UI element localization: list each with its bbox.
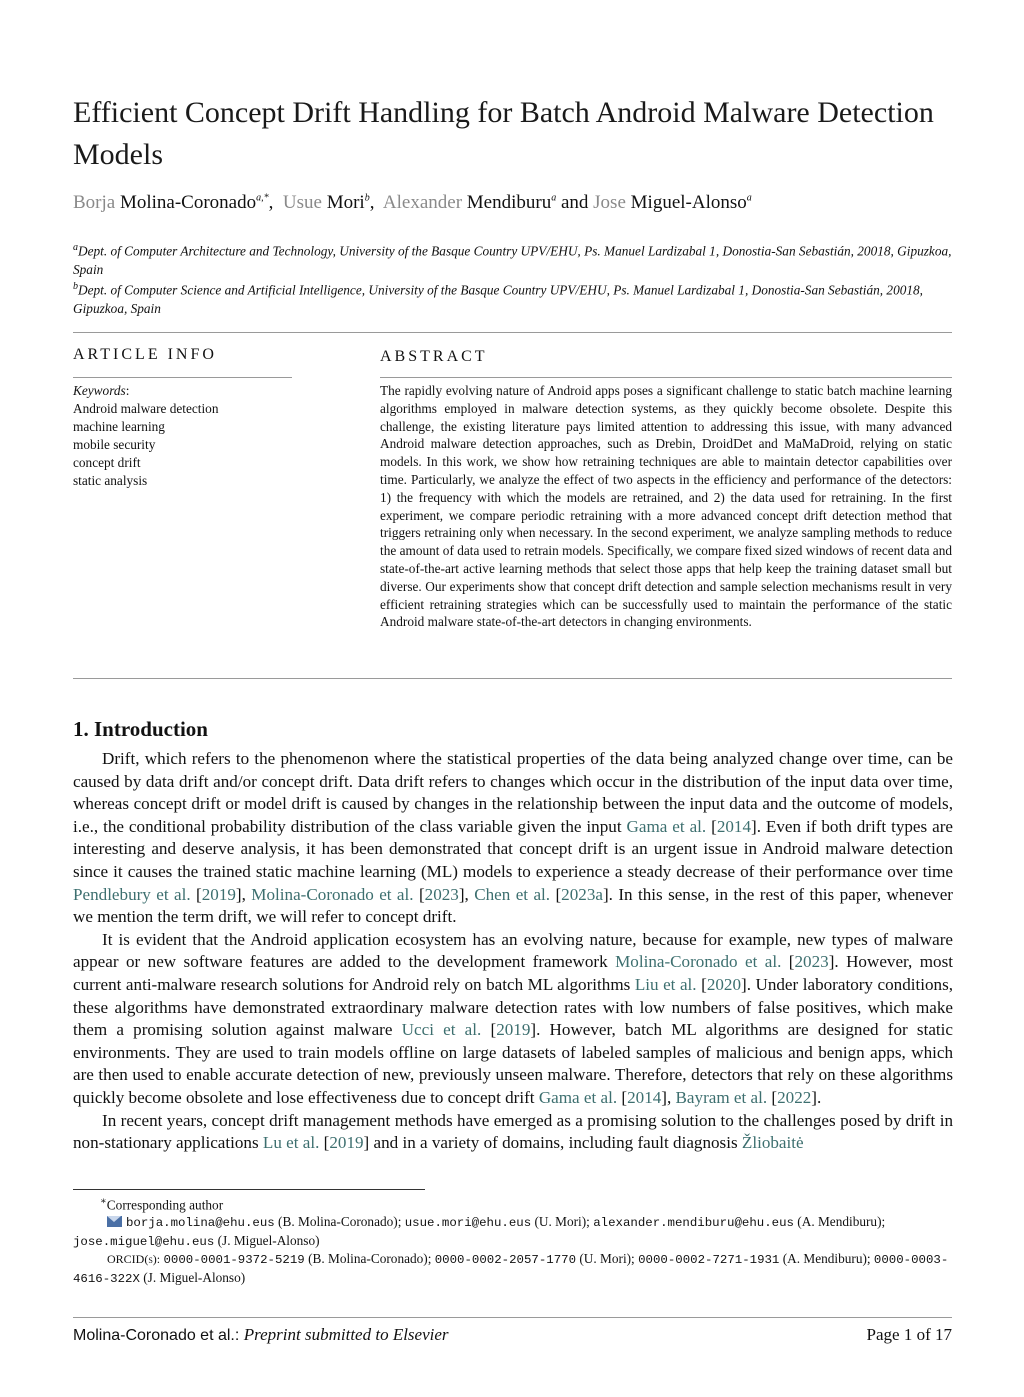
author-affil-mark: b <box>364 192 370 204</box>
citation-link[interactable]: Molina-Coronado et al. <box>251 884 414 904</box>
email-owner: (U. Mori); <box>534 1214 590 1229</box>
citation-link[interactable]: 2014 <box>716 816 752 836</box>
citation-link[interactable]: 2019 <box>329 1133 364 1153</box>
footnote-text: Corresponding author <box>106 1197 224 1213</box>
citation-link[interactable]: 2019 <box>201 884 236 904</box>
email-owner: (B. Molina-Coronado); <box>278 1214 402 1229</box>
text-run: ]. Even if both drift types are interesting and deserve analysis, it has been demonstrated that concept drift is an urgent issue in Android malware detection since it causes the trained static machine learning (ML) models to experience a steady decrease of their performance over time <box>73 816 953 881</box>
affiliation-mark: a <box>73 242 78 253</box>
text-run: [ <box>781 952 795 972</box>
citation-link[interactable]: Molina-Coronado et al. <box>615 952 782 972</box>
paper-title: Efficient Concept Drift Handling for Batch Android Malware Detection Models <box>73 96 934 171</box>
email-owner: (J. Miguel-Alonso) <box>217 1233 320 1248</box>
text-run: [ <box>190 884 202 904</box>
affiliation-a <box>73 238 953 279</box>
orcid-id[interactable]: 0000-0002-7271-1931 <box>638 1253 780 1267</box>
citation-link[interactable]: Chen et al. <box>474 884 551 904</box>
abstract-text: The rapidly evolving nature of Android apps poses a significant challenge to static batch machine learning algorithms employed in malware detection systems, as they quickly become obsolete. Despite this challenge, the existing literature pays limited attention to addressing this issue, with many advanced Android malware detection approaches, such as Drebin, DroidDet and MaMaDroid, relying on static models. In this work, we show how retraining techniques are able to maintain detector capabilities over time. Particularly, we analyze the effect of two aspects in the efficiency and performance of the detectors: 1) the frequency with which the models are retrained, and 2) the data used for retraining. In the first experiment, we compare periodic retraining with a more advanced concept drift detection method that triggers retraining only when necessary. In the second experiment, we analyze sampling methods to reduce the amount of data used to retrain models. Specifically, we compare fixed sized windows of recent data and state-of-the-art active learning methods that select those apps that help keep the training dataset small but diverse. Our experiments show that concept drift detection and sample selection mechanisms result in very efficient retraining strategies which can be successfully used to maintain the performance of the static Android malware state-of-the-art detectors in changing environments. <box>380 383 952 630</box>
author-affil-mark: a,* <box>256 192 269 204</box>
author-first-name: Usue <box>282 192 322 213</box>
text-run: ], <box>661 1087 676 1107</box>
text-run: ] and in a variety of domains, including fault diagnosis <box>363 1133 742 1153</box>
text-run: [ <box>767 1087 778 1107</box>
text-run: ]. Under laboratory conditions, these algorithms have demonstrated extraordinary malware detection rates with low numbers of false positives, which make them a promising solution against malware <box>73 974 954 1040</box>
page-number: Page 1 of 17 <box>866 1325 952 1344</box>
citation-link[interactable]: Pendlebury et al. <box>73 884 191 904</box>
text-run: ]. <box>811 1087 822 1107</box>
affiliation-mark: b <box>73 281 78 292</box>
orcid-label: ORCID(s): <box>107 1252 161 1266</box>
text-run: [ <box>319 1133 330 1153</box>
text-run: In recent years, concept drift management methods have emerged as a promising solution to the challenges posed by drift in non-stationary applications <box>73 1110 953 1153</box>
footer-authors: Molina-Coronado et al.: <box>73 1327 240 1344</box>
paragraph <box>73 929 953 1110</box>
orcid-id[interactable]: 0000-0003-4616-322X <box>73 1253 949 1286</box>
citation-link[interactable]: 2022 <box>777 1087 812 1107</box>
citation-link[interactable]: 2020 <box>706 974 741 994</box>
citation-link[interactable]: 2014 <box>627 1087 662 1107</box>
orcid-id[interactable]: 0000-0002-2057-1770 <box>434 1253 577 1267</box>
keyword: Android malware detection <box>73 401 219 416</box>
citation-link[interactable]: Bayram et al. <box>675 1087 768 1107</box>
email-link[interactable]: borja.molina@ehu.eus <box>126 1216 275 1230</box>
text-run: ]. However, batch ML algorithms are designed for static environments. They are used to train models offline on large datasets of labeled samples of malicious and benign apps, which are then used to enable accurate detection of new, previously unseen malware. Therefore, detectors that rely on these algorithms quickly become obsolete and lose effectiveness due to concept drift <box>73 1020 953 1107</box>
citation-link[interactable]: Liu et al. <box>634 974 697 994</box>
text-run: It is evident that the Android application ecosystem has an evolving nature, because for example, new types of malware appear or new software features are added to the development framework <box>73 929 953 972</box>
keyword: concept drift <box>73 455 141 470</box>
footnote-orcids <box>73 1250 953 1288</box>
orcid-id[interactable]: 0000-0001-9372-5219 <box>163 1253 305 1267</box>
text-run: ], <box>458 884 475 904</box>
footnote-emails <box>73 1213 953 1251</box>
affiliation-text: Dept. of Computer Science and Artificial Intelligence, University of the Basque Country UPV/EHU, Ps. Manuel Lardizabal 1, Donostia-San Sebastián, 20018, Gipuzkoa, Spain <box>73 282 923 317</box>
citation-link[interactable]: 2019 <box>496 1020 531 1040</box>
orcid-owner: (U. Mori); <box>579 1251 635 1266</box>
affiliation-b <box>73 277 953 318</box>
section-heading-introduction: 1. Introduction <box>73 717 208 741</box>
keywords-label: Keywords <box>73 383 126 398</box>
orcid-owner: (J. Miguel-Alonso) <box>143 1270 246 1285</box>
citation-link[interactable]: Ucci et al. <box>401 1020 482 1040</box>
citation-link[interactable]: 2023 <box>424 884 459 904</box>
citation-link[interactable]: 2023 <box>794 952 829 972</box>
text-run: ], <box>235 884 252 904</box>
author-affil-mark: a <box>551 192 557 204</box>
citation-link[interactable]: Žliobaitė <box>741 1133 804 1153</box>
paragraph <box>73 1110 953 1155</box>
introduction-body <box>73 748 953 1155</box>
footnote-corresponding <box>100 1193 980 1214</box>
orcid-owner: (A. Mendiburu); <box>782 1251 871 1266</box>
paragraph <box>73 748 953 929</box>
author-first-name: Jose <box>593 192 626 213</box>
email-owner: (A. Mendiburu); <box>797 1214 886 1229</box>
divider <box>380 377 952 378</box>
envelope-icon <box>107 1216 122 1227</box>
abstract-heading: ABSTRACT <box>380 348 488 365</box>
keywords-block: Keywords: Android malware detection machine learning mobile security concept drift static analysis <box>73 383 219 488</box>
author-list: Borja Molina-Coronado$^{a,*}$, Usue Mori$^b$, Alexander Mendiburu$^a$ and Jose Miguel-Alonso$^a$ <box>73 192 752 213</box>
keyword: mobile security <box>73 437 156 452</box>
footer-venue: Preprint submitted to Elsevier <box>243 1325 449 1344</box>
author-last-name: Mori <box>326 192 365 213</box>
abstract-body <box>380 382 952 631</box>
author-first-name: Borja <box>73 192 116 213</box>
email-link[interactable]: alexander.mendiburu@ehu.eus <box>593 1216 794 1230</box>
citation-link[interactable]: Lu et al. <box>262 1133 320 1153</box>
text-run: [ <box>481 1020 497 1040</box>
citation-link[interactable]: Gama et al. <box>538 1087 618 1107</box>
keyword: static analysis <box>73 473 148 488</box>
divider <box>73 377 292 378</box>
author-last-name: Miguel-Alonso <box>630 192 747 213</box>
text-run: [ <box>550 884 562 904</box>
footer-left <box>73 1325 449 1345</box>
footnote-rule <box>73 1189 425 1190</box>
author-affil-mark: a <box>746 192 752 204</box>
and-word: and <box>560 192 589 213</box>
email-link[interactable]: usue.mori@ehu.eus <box>404 1216 532 1230</box>
text-run: [ <box>413 884 425 904</box>
author-last-name: Mendiburu <box>466 192 552 213</box>
footnote-mark: ∗ <box>100 1196 107 1207</box>
text-run: [ <box>617 1087 628 1107</box>
text-run: [ <box>696 974 707 994</box>
orcid-owner: (B. Molina-Coronado); <box>308 1251 432 1266</box>
keyword: machine learning <box>73 419 165 434</box>
affiliation-text: Dept. of Computer Architecture and Technology, University of the Basque Country UPV/EHU, Ps. Manuel Lardizabal 1, Donostia-San Sebastián, 20018, Gipuzkoa, Spain <box>73 243 952 278</box>
author-first-name: Alexander <box>382 192 463 213</box>
citation-link[interactable]: Gama et al. <box>626 816 707 836</box>
article-info-heading: ARTICLE INFO <box>73 346 217 363</box>
text-run: [ <box>706 816 717 836</box>
divider <box>73 332 952 333</box>
footer-divider <box>73 1317 952 1318</box>
divider <box>73 678 952 679</box>
text-run: ]. In this sense, in the rest of this paper, whenever we mention the term drift, we will refer to concept drift. <box>73 884 953 927</box>
author-last-name: Molina-Coronado <box>119 192 257 213</box>
text-run: ]. However, most current anti-malware research solutions for Android rely on batch ML algorithms <box>73 952 953 994</box>
email-link[interactable]: jose.miguel@ehu.eus <box>73 1235 215 1249</box>
citation-link[interactable]: 2023a <box>561 884 603 904</box>
text-run: Drift, which refers to the phenomenon where the statistical properties of the data being analyzed change over time, can be caused by data drift and/or concept drift. Data drift refers to changes which occur in the distribution of the input data over time, whereas concept drift or model drift is caused by changes in the relationship between the input data and the outcome of models, i.e., the conditional probability distribution of the class variable given the input <box>73 749 953 836</box>
